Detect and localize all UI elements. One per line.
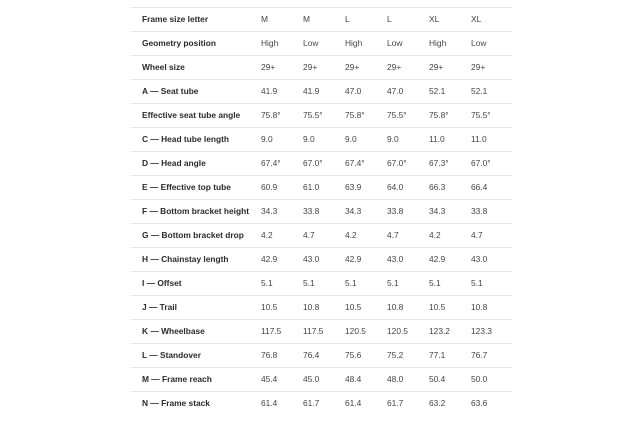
- cell-value: 9.0: [386, 128, 428, 152]
- cell-value: 9.0: [260, 128, 302, 152]
- cell-value: 67.0°: [386, 152, 428, 176]
- cell-value: 43.0: [386, 248, 428, 272]
- cell-value: High: [428, 32, 470, 56]
- cell-value: L: [344, 8, 386, 32]
- cell-value: 4.7: [302, 224, 344, 248]
- cell-value: 117.5: [302, 320, 344, 344]
- cell-value: 10.5: [260, 296, 302, 320]
- cell-value: XL: [470, 8, 512, 32]
- cell-value: 75.2: [386, 344, 428, 368]
- cell-value: 61.0: [302, 176, 344, 200]
- cell-value: 67.3°: [428, 152, 470, 176]
- cell-value: 50.0: [470, 368, 512, 392]
- cell-value: 75.8°: [260, 104, 302, 128]
- cell-value: 67.4°: [260, 152, 302, 176]
- cell-value: 75.5°: [302, 104, 344, 128]
- cell-value: 41.9: [260, 80, 302, 104]
- row-effective-top-tube: [131, 176, 512, 200]
- row-label: Geometry position: [131, 32, 260, 56]
- cell-value: 33.8: [470, 200, 512, 224]
- cell-value: 10.8: [470, 296, 512, 320]
- row-label: H — Chainstay length: [131, 248, 260, 272]
- cell-value: M: [302, 8, 344, 32]
- row-label: E — Effective top tube: [131, 176, 260, 200]
- cell-value: 45.0: [302, 368, 344, 392]
- cell-value: High: [344, 32, 386, 56]
- cell-value: 47.0: [344, 80, 386, 104]
- row-wheel-size: [131, 56, 512, 80]
- cell-value: 61.7: [386, 392, 428, 416]
- cell-value: Low: [302, 32, 344, 56]
- row-geometry-position: [131, 32, 512, 56]
- row-head-tube-length: [131, 128, 512, 152]
- cell-value: 75.5°: [386, 104, 428, 128]
- row-label: L — Standover: [131, 344, 260, 368]
- cell-value: 123.2: [428, 320, 470, 344]
- cell-value: XL: [428, 8, 470, 32]
- cell-value: 48.0: [386, 368, 428, 392]
- cell-value: 10.5: [344, 296, 386, 320]
- cell-value: 75.5°: [470, 104, 512, 128]
- cell-value: Low: [386, 32, 428, 56]
- cell-value: 120.5: [386, 320, 428, 344]
- cell-value: 42.9: [260, 248, 302, 272]
- cell-value: 60.9: [260, 176, 302, 200]
- cell-value: 5.1: [386, 272, 428, 296]
- cell-value: 34.3: [428, 200, 470, 224]
- row-wheelbase: [131, 320, 512, 344]
- row-frame-reach: [131, 368, 512, 392]
- row-chainstay-length: [131, 248, 512, 272]
- cell-value: 61.7: [302, 392, 344, 416]
- cell-value: 66.3: [428, 176, 470, 200]
- row-offset: [131, 272, 512, 296]
- cell-value: 63.6: [470, 392, 512, 416]
- row-label: I — Offset: [131, 272, 260, 296]
- cell-value: 10.8: [302, 296, 344, 320]
- cell-value: 9.0: [344, 128, 386, 152]
- row-label: J — Trail: [131, 296, 260, 320]
- row-label: Wheel size: [131, 56, 260, 80]
- cell-value: 10.5: [428, 296, 470, 320]
- cell-value: 67.0°: [470, 152, 512, 176]
- row-standover: [131, 344, 512, 368]
- row-label: K — Wheelbase: [131, 320, 260, 344]
- cell-value: 5.1: [470, 272, 512, 296]
- row-frame-size-letter: [131, 8, 512, 32]
- cell-value: 47.0: [386, 80, 428, 104]
- row-label: N — Frame stack: [131, 392, 260, 416]
- cell-value: 5.1: [302, 272, 344, 296]
- cell-value: 4.2: [344, 224, 386, 248]
- cell-value: 4.7: [386, 224, 428, 248]
- cell-value: 11.0: [470, 128, 512, 152]
- cell-value: 5.1: [260, 272, 302, 296]
- cell-value: 43.0: [302, 248, 344, 272]
- cell-value: 52.1: [428, 80, 470, 104]
- cell-value: 75.8°: [344, 104, 386, 128]
- cell-value: 76.8: [260, 344, 302, 368]
- cell-value: 123.3: [470, 320, 512, 344]
- row-effective-seat-tube-angle: [131, 104, 512, 128]
- cell-value: M: [260, 8, 302, 32]
- cell-value: 66.4: [470, 176, 512, 200]
- cell-value: 42.9: [428, 248, 470, 272]
- cell-value: 9.0: [302, 128, 344, 152]
- row-head-angle: [131, 152, 512, 176]
- cell-value: 61.4: [344, 392, 386, 416]
- cell-value: 29+: [344, 56, 386, 80]
- cell-value: 61.4: [260, 392, 302, 416]
- cell-value: Low: [470, 32, 512, 56]
- cell-value: 10.8: [386, 296, 428, 320]
- cell-value: High: [260, 32, 302, 56]
- row-bottom-bracket-drop: [131, 224, 512, 248]
- row-label: C — Head tube length: [131, 128, 260, 152]
- cell-value: 4.2: [428, 224, 470, 248]
- cell-value: 45.4: [260, 368, 302, 392]
- cell-value: 29+: [470, 56, 512, 80]
- cell-value: 29+: [428, 56, 470, 80]
- cell-value: 117.5: [260, 320, 302, 344]
- cell-value: 48.4: [344, 368, 386, 392]
- cell-value: 120.5: [344, 320, 386, 344]
- cell-value: 33.8: [302, 200, 344, 224]
- row-label: M — Frame reach: [131, 368, 260, 392]
- cell-value: 43.0: [470, 248, 512, 272]
- cell-value: 41.9: [302, 80, 344, 104]
- cell-value: 11.0: [428, 128, 470, 152]
- cell-value: L: [386, 8, 428, 32]
- cell-value: 4.7: [470, 224, 512, 248]
- row-label: D — Head angle: [131, 152, 260, 176]
- cell-value: 29+: [260, 56, 302, 80]
- cell-value: 64.0: [386, 176, 428, 200]
- cell-value: 63.2: [428, 392, 470, 416]
- row-seat-tube: [131, 80, 512, 104]
- cell-value: 5.1: [428, 272, 470, 296]
- cell-value: 5.1: [344, 272, 386, 296]
- cell-value: 4.2: [260, 224, 302, 248]
- cell-value: 75.6: [344, 344, 386, 368]
- cell-value: 50.4: [428, 368, 470, 392]
- cell-value: 29+: [386, 56, 428, 80]
- cell-value: 75.8°: [428, 104, 470, 128]
- row-frame-stack: [131, 392, 512, 416]
- row-trail: [131, 296, 512, 320]
- cell-value: 77.1: [428, 344, 470, 368]
- cell-value: 76.7: [470, 344, 512, 368]
- row-label: F — Bottom bracket height: [131, 200, 260, 224]
- row-label: A — Seat tube: [131, 80, 260, 104]
- cell-value: 76.4: [302, 344, 344, 368]
- row-label: G — Bottom bracket drop: [131, 224, 260, 248]
- cell-value: 52.1: [470, 80, 512, 104]
- cell-value: 29+: [302, 56, 344, 80]
- cell-value: 34.3: [260, 200, 302, 224]
- cell-value: 34.3: [344, 200, 386, 224]
- row-bottom-bracket-height: [131, 200, 512, 224]
- cell-value: 67.4°: [344, 152, 386, 176]
- cell-value: 33.8: [386, 200, 428, 224]
- row-label: Effective seat tube angle: [131, 104, 260, 128]
- geometry-table: [131, 7, 512, 415]
- cell-value: 42.9: [344, 248, 386, 272]
- cell-value: 67.0°: [302, 152, 344, 176]
- row-label: Frame size letter: [131, 8, 260, 32]
- cell-value: 63.9: [344, 176, 386, 200]
